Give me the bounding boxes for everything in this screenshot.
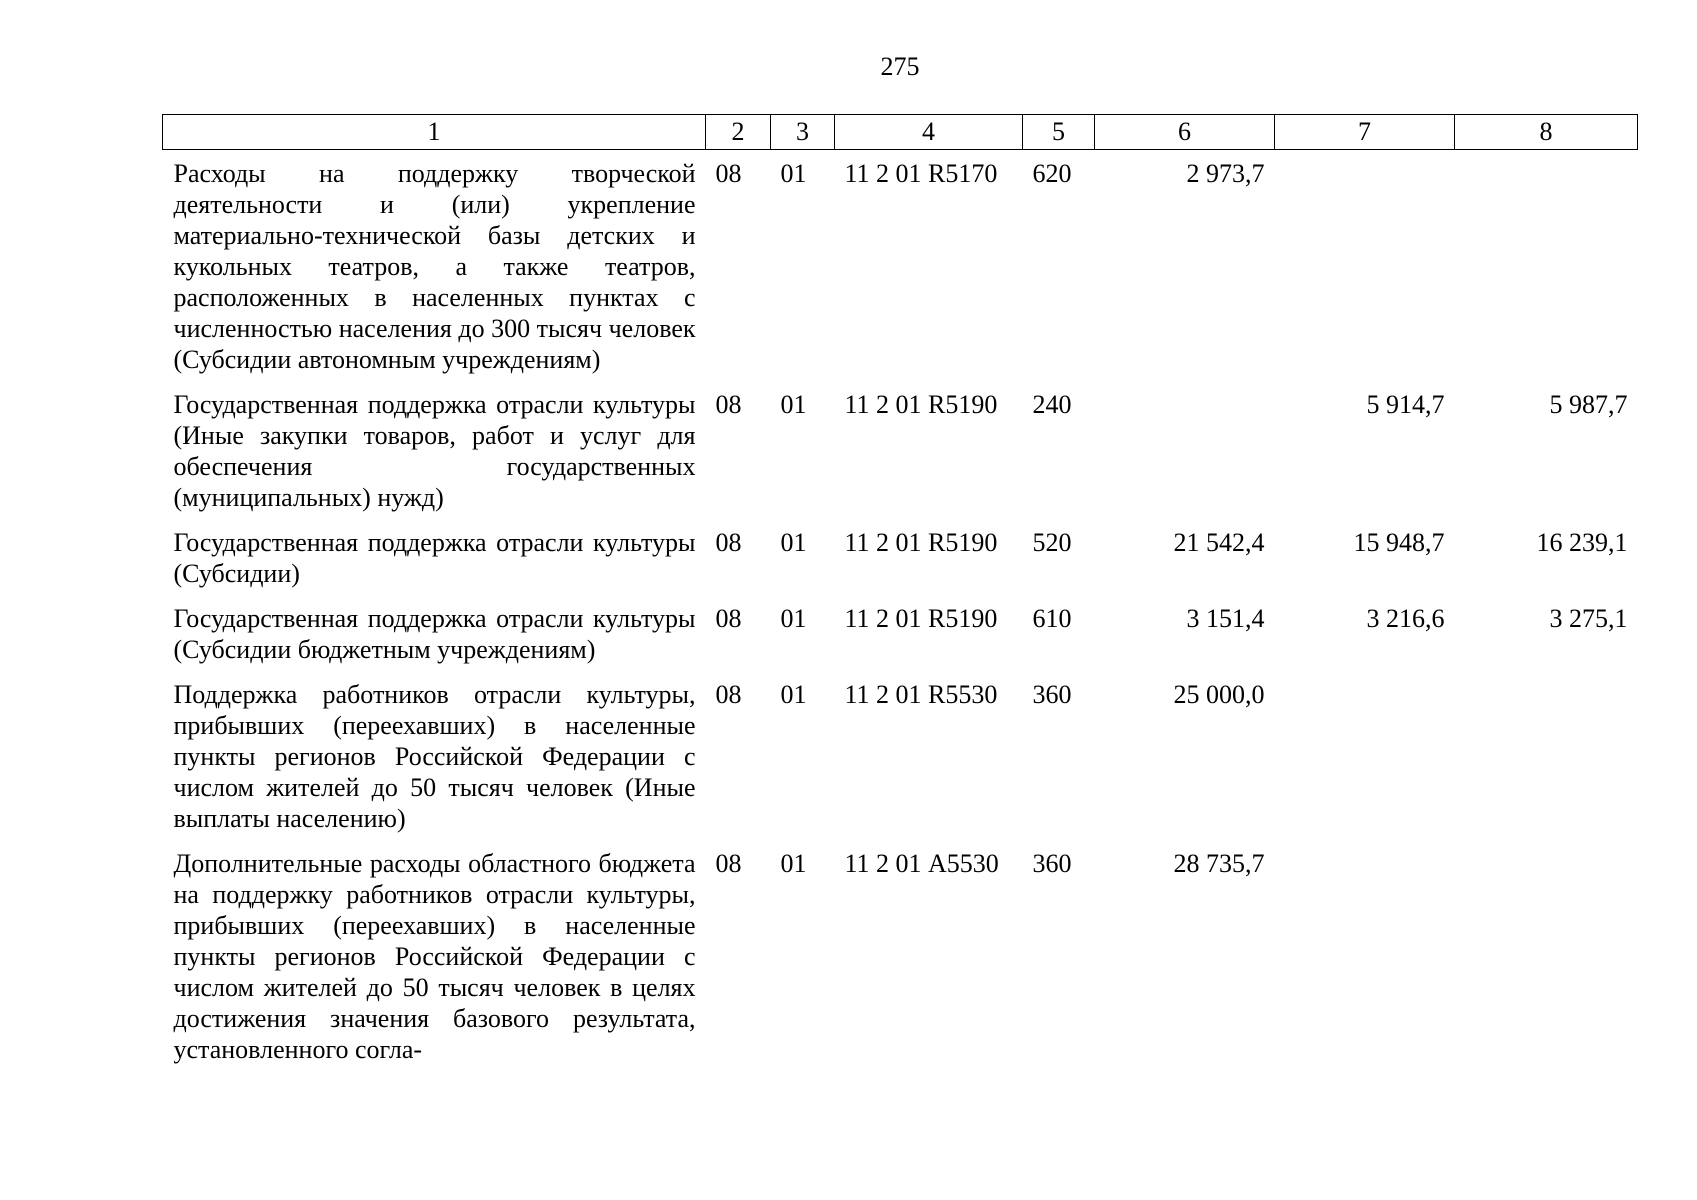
row-expense-type: 360 — [1032, 849, 1072, 878]
row-section-code: 08 — [715, 159, 742, 188]
row-description: Расходы на поддержку творческой деятельности и (или) укрепление материально-технической базы детских и кукольных театров, а также театров, расположенных в населенных пунктах с численностью населения до 300 тысяч человек (Субсидии автономным учреждениям) — [173, 159, 696, 374]
row-expense-type: 360 — [1032, 680, 1072, 709]
row-section-code: 08 — [715, 680, 742, 709]
row-subsection-code: 01 — [780, 604, 807, 633]
row-section-code: 08 — [715, 528, 742, 557]
row-section-code: 08 — [715, 849, 742, 878]
row-amount-col6: 28 735,7 — [1173, 849, 1265, 878]
row-target-article: 11 2 01 А5530 — [844, 849, 999, 878]
row-amount-col7 — [1275, 841, 1455, 1072]
row-amount-col6: 21 542,4 — [1173, 528, 1265, 557]
row-amount-col6: 25 000,0 — [1173, 680, 1265, 709]
row-description: Государственная поддержка отрасли культуры (Иные закупки товаров, работ и услуг для обеспечения государственных (муниципальных) нужд) — [173, 390, 696, 512]
row-description: Государственная поддержка отрасли культуры (Субсидии бюджетным учреждениям) — [173, 604, 696, 664]
row-description: Поддержка работников отрасли культуры, прибывших (переехавших) в населенные пункты регионов Российской Федерации с числом жителей до 50 тысяч человек (Иные выплаты населению) — [173, 680, 696, 833]
row-amount-col8 — [1455, 150, 1638, 383]
row-amount-col6: 2 973,7 — [1186, 159, 1265, 188]
row-amount-col6: 3 151,4 — [1186, 604, 1265, 633]
row-amount-col7: 3 216,6 — [1366, 604, 1445, 633]
row-expense-type: 610 — [1032, 604, 1072, 633]
row-expense-type: 620 — [1032, 159, 1072, 188]
row-amount-col7: 15 948,7 — [1353, 528, 1445, 557]
row-target-article: 11 2 01 R5190 — [844, 528, 998, 557]
header-col-5: 5 — [1023, 115, 1095, 150]
row-section-code: 08 — [715, 604, 742, 633]
header-row — [163, 115, 1638, 150]
row-amount-col8 — [1455, 841, 1638, 1072]
row-target-article: 11 2 01 R5190 — [844, 604, 998, 633]
table-header — [163, 115, 1638, 150]
row-amount-col8 — [1455, 672, 1638, 841]
table-row — [163, 596, 1638, 672]
header-col-4: 4 — [835, 115, 1023, 150]
header-col-2: 2 — [706, 115, 771, 150]
header-col-1: 1 — [163, 115, 706, 150]
table-row — [163, 841, 1638, 1072]
row-section-code: 08 — [715, 390, 742, 419]
row-amount-col8: 5 987,7 — [1549, 390, 1628, 419]
budget-table — [162, 114, 1638, 1072]
row-subsection-code: 01 — [780, 159, 807, 188]
row-description: Государственная поддержка отрасли культуры (Субсидии) — [173, 528, 696, 588]
table-row — [163, 672, 1638, 841]
row-amount-col7 — [1275, 672, 1455, 841]
row-subsection-code: 01 — [780, 849, 807, 878]
header-col-8: 8 — [1455, 115, 1638, 150]
row-amount-col6 — [1095, 382, 1275, 520]
row-expense-type: 520 — [1032, 528, 1072, 557]
table-row — [163, 150, 1638, 383]
row-amount-col8: 3 275,1 — [1549, 604, 1628, 633]
row-subsection-code: 01 — [780, 528, 807, 557]
header-col-6: 6 — [1095, 115, 1275, 150]
row-subsection-code: 01 — [780, 390, 807, 419]
header-col-7: 7 — [1275, 115, 1455, 150]
row-target-article: 11 2 01 R5530 — [844, 680, 998, 709]
row-description: Дополнительные расходы областного бюджета на поддержку работников отрасли культуры, прибывших (переехавших) в населенные пункты регионов Российской Федерации с числом жителей до 50 тысяч человек в целях достижения значения базового результата, установленного согла- — [173, 849, 696, 1064]
table-row — [163, 520, 1638, 596]
row-amount-col7 — [1275, 150, 1455, 383]
row-target-article: 11 2 01 R5170 — [844, 159, 998, 188]
row-amount-col7: 5 914,7 — [1366, 390, 1445, 419]
row-subsection-code: 01 — [780, 680, 807, 709]
table-body — [163, 150, 1638, 1073]
row-target-article: 11 2 01 R5190 — [844, 390, 998, 419]
row-expense-type: 240 — [1032, 390, 1072, 419]
header-col-3: 3 — [771, 115, 835, 150]
row-amount-col8: 16 239,1 — [1536, 528, 1628, 557]
table-row — [163, 382, 1638, 520]
page-number: 275 — [880, 52, 920, 81]
